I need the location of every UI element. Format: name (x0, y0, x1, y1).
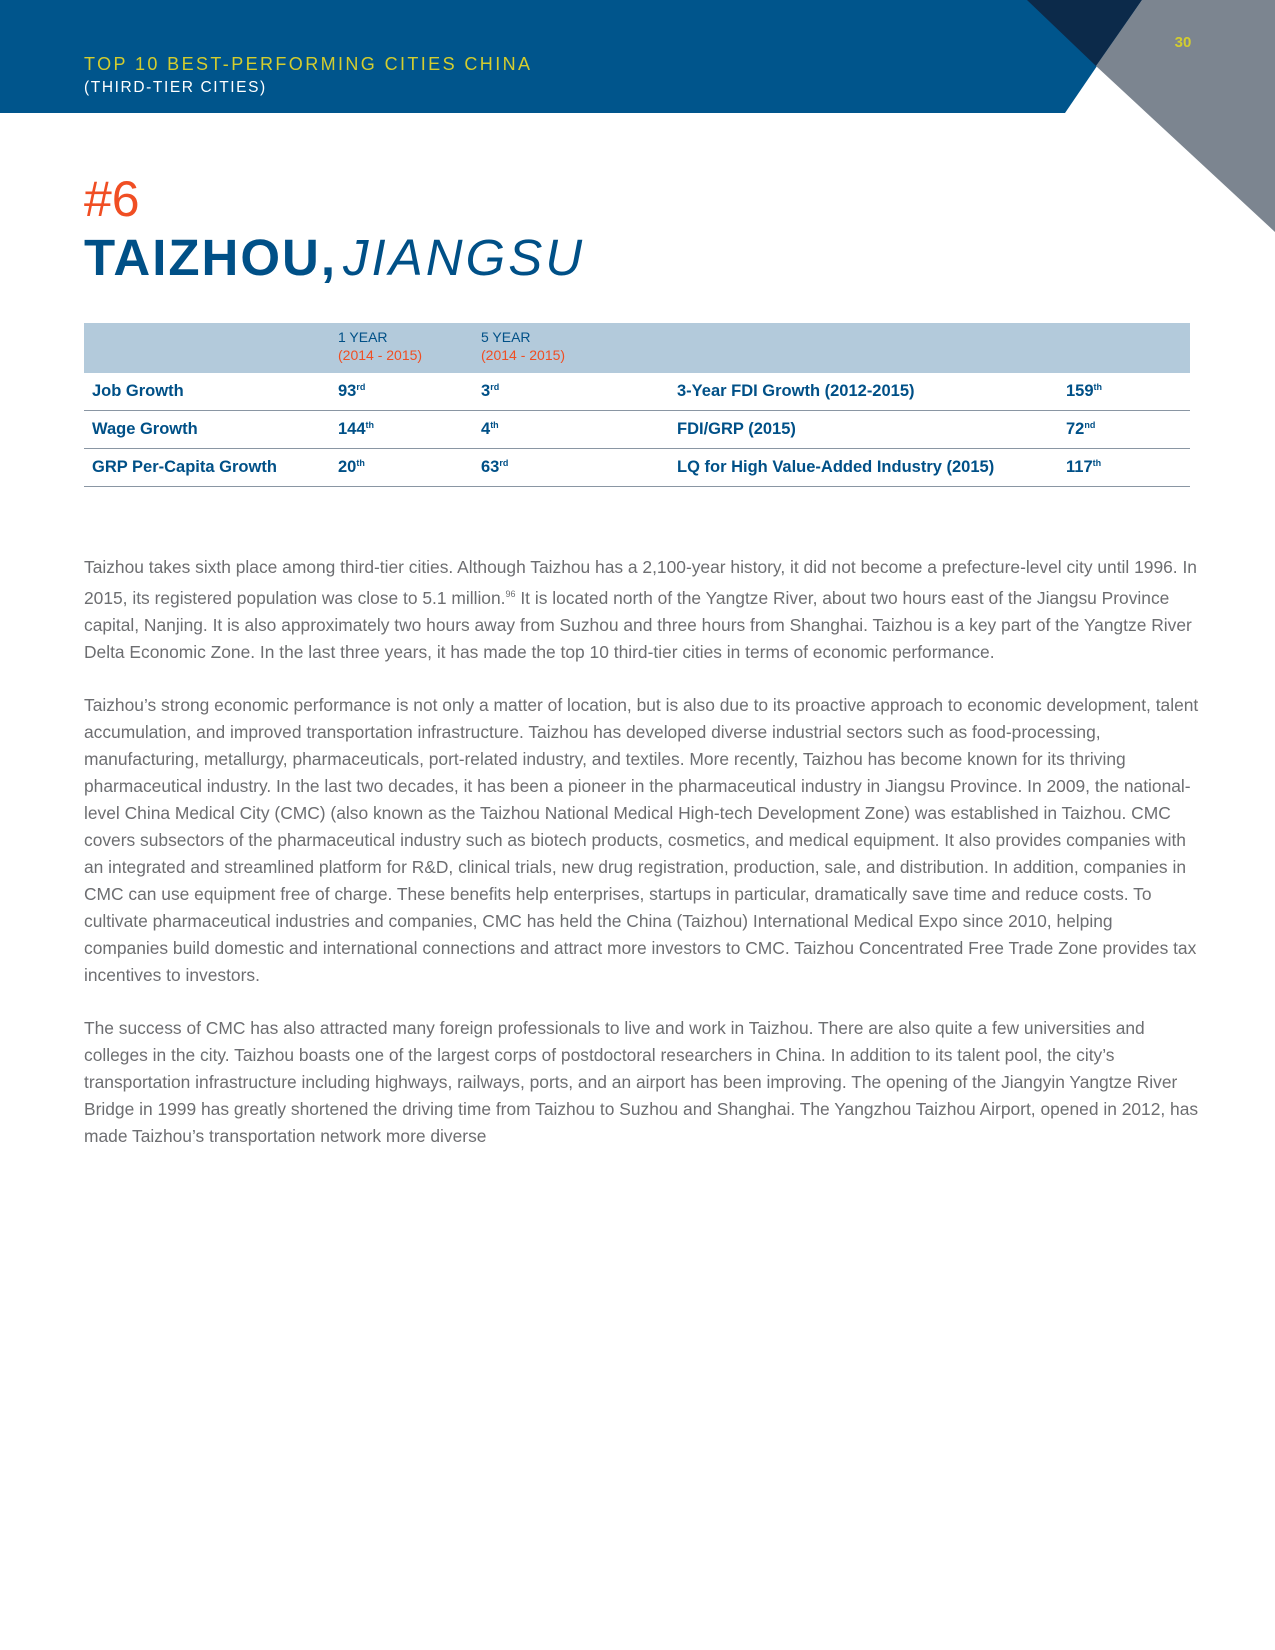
metric2-label: FDI/GRP (2015) (677, 411, 1066, 449)
paragraph-text: It is located north of the Yangtze River, about two hours east of the Jiangsu Province capital, Nanjing. It is also approximately two hours away from Suzhou and three hours from Shanghai. Taizhou is a key part of the Yangtze River Delta Economic Zone. In the last three years, it has made the top 10 third-tier cities in terms of economic performance. (84, 588, 1192, 662)
table-row (84, 449, 1190, 487)
body-text (84, 554, 1199, 1176)
header-blank-cell (1066, 323, 1190, 373)
header-1-year (338, 323, 481, 373)
footnote-ref: 96 (505, 589, 516, 599)
metric-label: Wage Growth (84, 411, 338, 449)
province-name: JIANGSU (343, 229, 586, 286)
report-subtitle: (THIRD-TIER CITIES) (84, 79, 267, 96)
header-5-year-range: (2014 - 2015) (481, 347, 566, 363)
header-blank-cell (84, 323, 338, 373)
rankings-table (84, 323, 1190, 487)
header-5-year-label: 5 YEAR (481, 329, 531, 345)
one-year-rank: 93rd (338, 373, 481, 411)
paragraph: Taizhou’s strong economic performance is not only a matter of location, but is also due to its proactive approach to economic development, talent accumulation, and improved transportation infrastructure. Taizhou has developed diverse industrial sectors such as food-processing, manufacturing, metallurgy, pharmaceuticals, port-related industry, and textiles. More recently, Taizhou has become known for its thriving pharmaceutical industry. In the last two decades, it has been a pioneer in the pharmaceutical industry in Jiangsu Province. In 2009, the national-level China Medical City (CMC) (also known as the Taizhou National Medical High-tech Development Zone) was established in Taizhou. CMC covers subsectors of the pharmaceutical industry such as biotech products, cosmetics, and medical equipment. It also provides companies with an integrated and streamlined platform for R&D, clinical trials, new drug registration, production, sale, and distribution. In addition, companies in CMC can use equipment free of charge. These benefits help enterprises, startups in particular, dramatically save time and reduce costs. To cultivate pharmaceutical industries and companies, CMC has held the China (Taizhou) International Medical Expo since 2010, helping companies build domestic and international connections and attract more investors to CMC. Taizhou Concentrated Free Trade Zone provides tax incentives to investors. (84, 695, 1199, 985)
paragraph (84, 554, 1199, 666)
metric2-rank: 72nd (1066, 411, 1190, 449)
header-blank-cell (677, 323, 1066, 373)
five-year-rank: 4th (481, 411, 677, 449)
metric-label: GRP Per-Capita Growth (84, 449, 338, 487)
city-heading (84, 229, 586, 286)
metric2-rank: 117th (1066, 449, 1190, 487)
one-year-rank: 144th (338, 411, 481, 449)
header-5-year (481, 323, 677, 373)
table-row (84, 373, 1190, 411)
five-year-rank: 63rd (481, 449, 677, 487)
city-rank: #6 (84, 171, 140, 227)
city-name: TAIZHOU, (84, 229, 338, 286)
header-banner (0, 0, 1275, 235)
paragraph-text: Taizhou takes sixth place among third-tier cities. Although Taizhou has a 2,100-year history, it did not become a prefecture-level city until 1996. In 2015, its registered population was close to 5.1 million. (84, 557, 1197, 608)
metric2-label: LQ for High Value-Added Industry (2015) (677, 449, 1066, 487)
table-row (84, 411, 1190, 449)
header-1-year-range: (2014 - 2015) (338, 347, 423, 363)
metric2-rank: 159th (1066, 373, 1190, 411)
five-year-rank: 3rd (481, 373, 677, 411)
report-title: TOP 10 BEST-PERFORMING CITIES CHINA (84, 54, 533, 74)
one-year-rank: 20th (338, 449, 481, 487)
metric-label: Job Growth (84, 373, 338, 411)
header-1-year-label: 1 YEAR (338, 329, 388, 345)
paragraph: The success of CMC has also attracted many foreign professionals to live and work in Taizhou. There are also quite a few universities and colleges in the city. Taizhou boasts one of the largest corps of postdoctoral researchers in China. In addition to its talent pool, the city’s transportation infrastructure including highways, railways, ports, and an airport has been improving. The opening of the Jiangyin Yangtze River Bridge in 1999 has greatly shortened the driving time from Taizhou to Suzhou and Shanghai. The Yangzhou Taizhou Airport, opened in 2012, has made Taizhou’s transportation network more diverse (84, 1018, 1199, 1146)
metric2-label: 3-Year FDI Growth (2012-2015) (677, 373, 1066, 411)
page-number: 30 (1174, 34, 1192, 51)
table-header-row (84, 323, 1190, 373)
